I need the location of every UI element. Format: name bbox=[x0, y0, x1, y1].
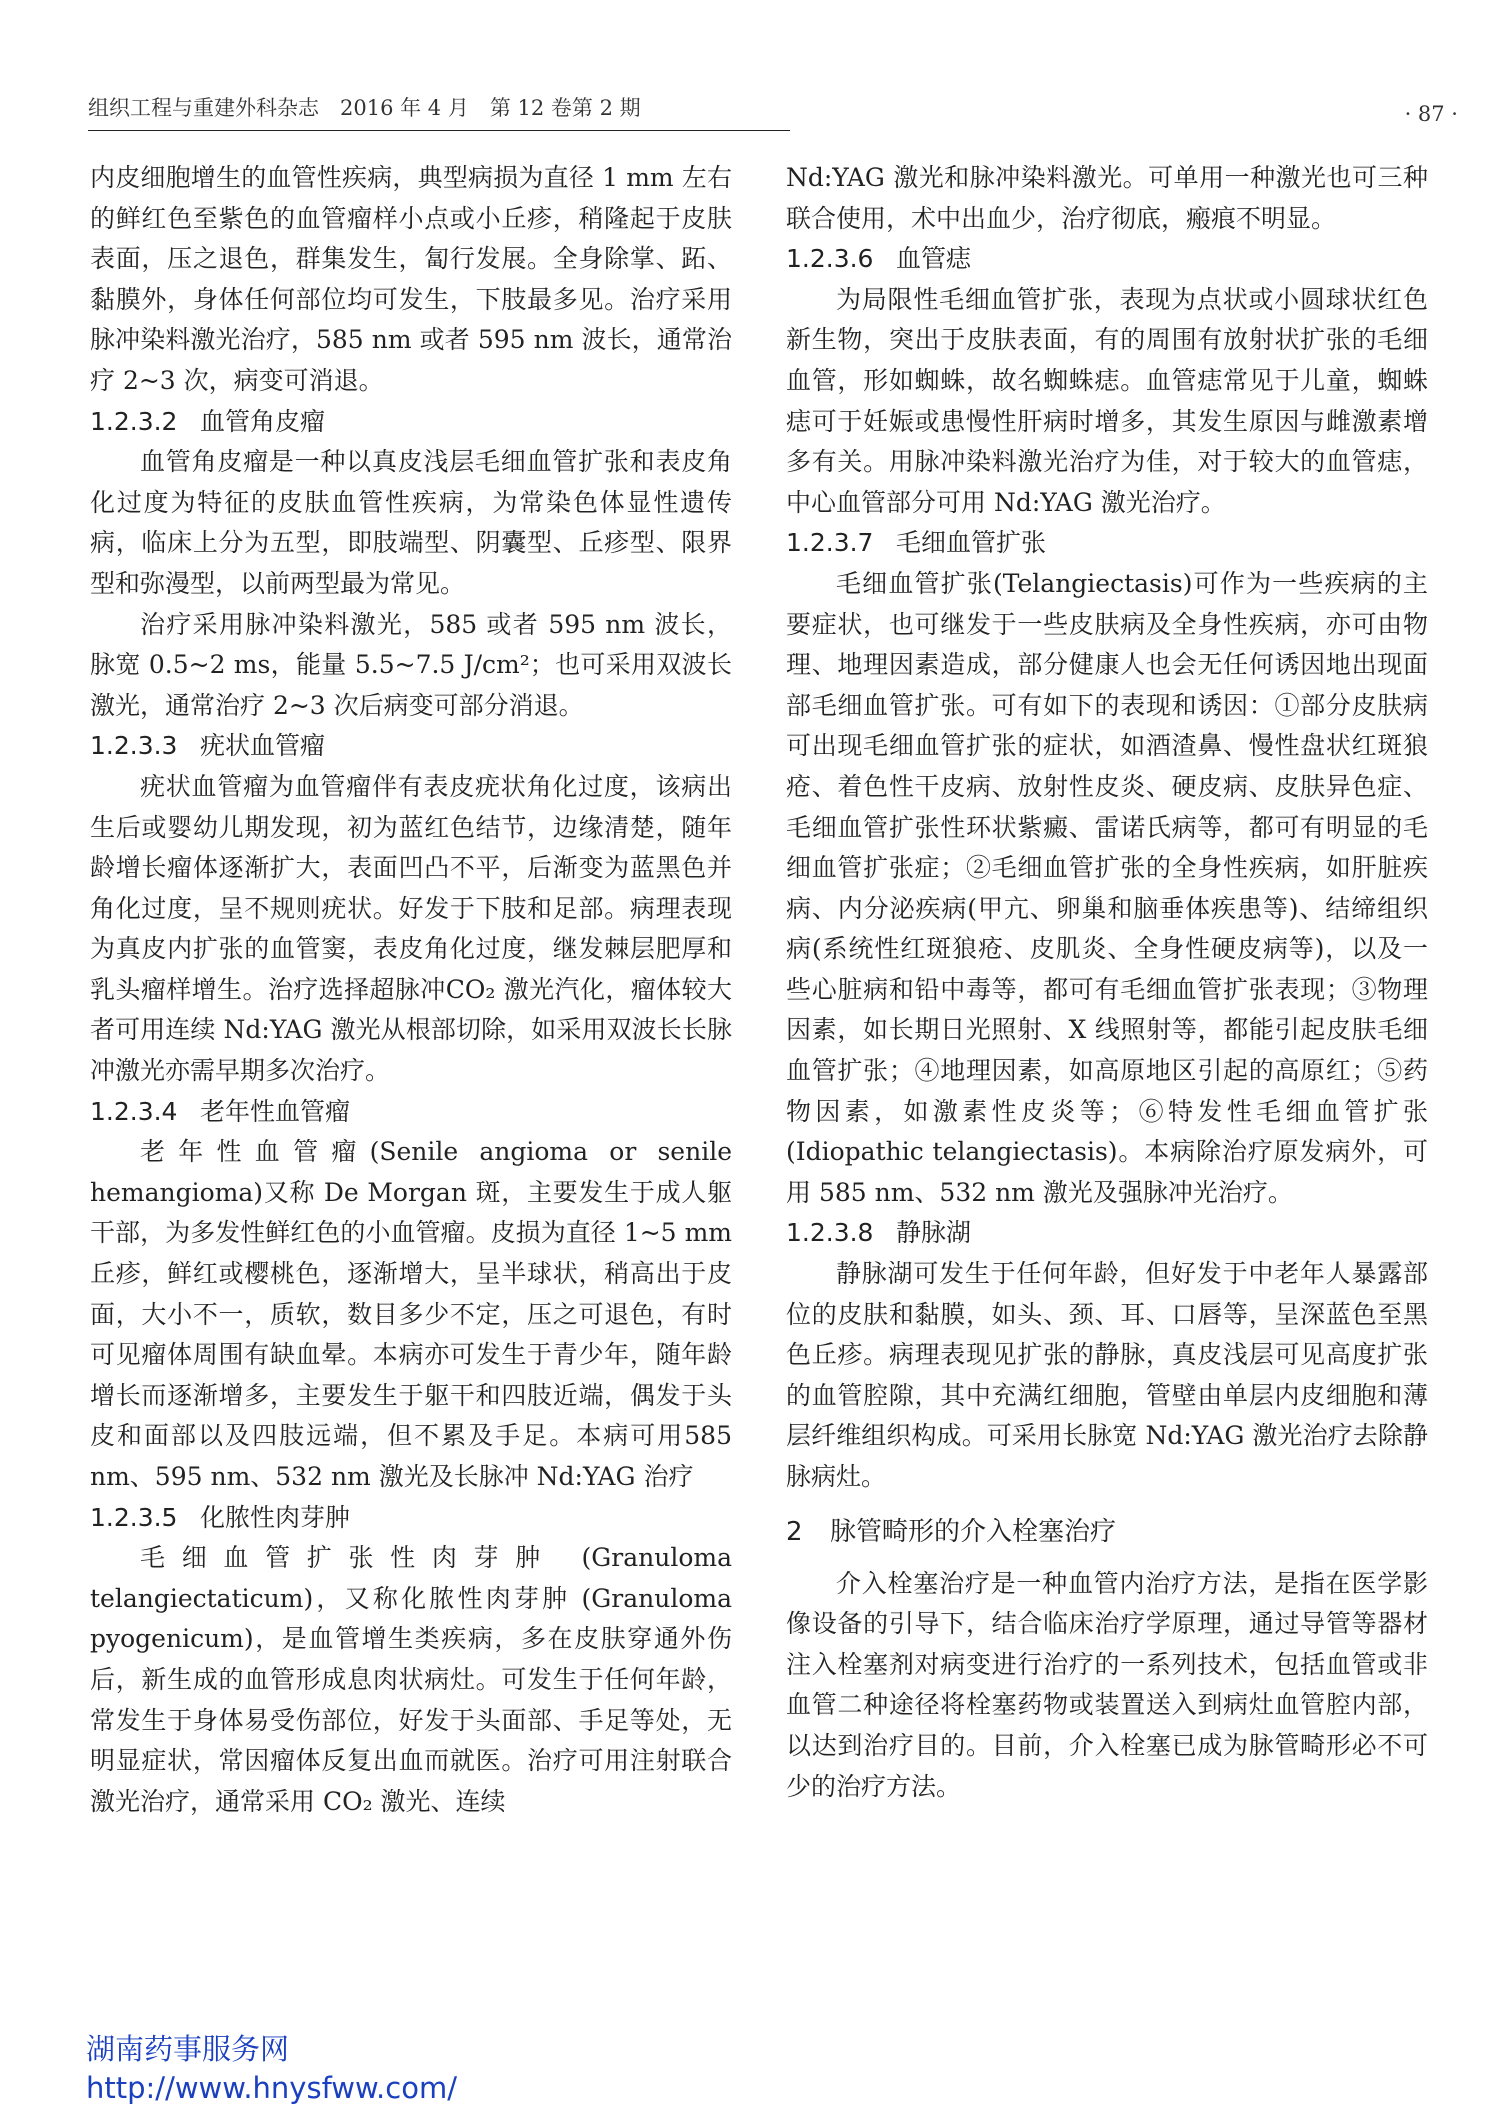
page-number: · 87 · bbox=[1404, 102, 1458, 126]
section-heading bbox=[786, 1512, 1428, 1552]
body-paragraph: Nd:YAG 激光和脉冲染料激光。可单用一种激光也可三种联合使用，术中出血少，治疗彻底，瘢痕不明显。 bbox=[786, 163, 1428, 233]
heading-number: 1.2.3.6 bbox=[786, 244, 874, 274]
subsection-heading bbox=[90, 1092, 732, 1133]
heading-number: 1.2.3.3 bbox=[90, 731, 178, 761]
heading-number: 2 bbox=[786, 1516, 803, 1547]
heading-title: 静脉湖 bbox=[896, 1218, 972, 1248]
watermark bbox=[86, 2030, 457, 2108]
heading-title: 老年性血管瘤 bbox=[200, 1096, 351, 1126]
heading-title: 血管痣 bbox=[896, 244, 972, 274]
journal-citation: 组织工程与重建外科杂志 2016 年 4 月 第 12 卷第 2 期 bbox=[88, 96, 641, 120]
body-paragraph: 介入栓塞治疗是一种血管内治疗方法，是指在医学影像设备的引导下，结合临床治疗学原理，通过导管等器材注入栓塞剂对病变进行治疗的一系列技术，包括血管或非血管二种途径将栓塞药物或装置送入到病灶血管腔内部，以达到治疗目的。目前，介入栓塞已成为脉管畸形必不可少的治疗方法。 bbox=[786, 1568, 1428, 1801]
subsection-heading bbox=[786, 239, 1428, 280]
body-paragraph: 毛细血管扩张(Telangiectasis)可作为一些疾病的主要症状，也可继发于一些皮肤病及全身性疾病，亦可由物理、地理因素造成，部分健康人也会无任何诱因地出现面部毛细血管扩张。可有如下的表现和诱因：①部分皮肤病可出现毛细血管扩张的症状，如酒渣鼻、慢性盘状红斑狼疮、着色性干皮病、放射性皮炎、硬皮病、皮肤异色症、毛细血管扩张性环状紫癜、雷诺氏病等，都可有明显的毛细血管扩张症；②毛细血管扩张的全身性疾病，如肝脏疾病、内分泌疾病(甲亢、卵巢和脑垂体疾患等)、结缔组织病(系统性红斑狼疮、皮肌炎、全身性硬皮病等)，以及一些心脏病和铅中毒等，都可有毛细血管扩张表现；③物理因素，如长期日光照射、X 线照射等，都能引起皮肤毛细血管扩张；④地理因素，如高原地区引起的高原红；⑤药物因素，如激素性皮炎等；⑥特发性毛细血管扩张(Idiopathic telangiectasis)。本病除治疗原发病外，可用 585 nm、532 nm 激光及强脉冲光治疗。 bbox=[786, 568, 1428, 1207]
body-paragraph: 为局限性毛细血管扩张，表现为点状或小圆球状红色新生物，突出于皮肤表面，有的周围有放射状扩张的毛细血管，形如蜘蛛，故名蜘蛛痣。血管痣常见于儿童，蜘蛛痣可于妊娠或患慢性肝病时增多，其发生原因与雌激素增多有关。用脉冲染料激光治疗为佳，对于较大的血管痣，中心血管部分可用 Nd:YAG 激光治疗。 bbox=[786, 284, 1428, 517]
subsection-heading bbox=[786, 1213, 1428, 1254]
body-paragraph: 静脉湖可发生于任何年龄，但好发于中老年人暴露部位的皮肤和黏膜，如头、颈、耳、口唇等，呈深蓝色至黑色丘疹。病理表现见扩张的静脉，真皮浅层可见高度扩张的血管腔隙，其中充满红细胞，管壁由单层内皮细胞和薄层纤维组织构成。可采用长脉宽 Nd:YAG 激光治疗去除静脉病灶。 bbox=[786, 1259, 1428, 1491]
body-paragraph: 治疗采用脉冲染料激光，585 或者 595 nm 波长，脉宽 0.5~2 ms，能量 5.5~7.5 J/cm²；也可采用双波长激光，通常治疗 2~3 次后病变可部分消退。 bbox=[90, 609, 732, 720]
heading-title: 毛细血管扩张 bbox=[896, 528, 1047, 558]
body-paragraph: 老年性血管瘤(Senile angioma or senile hemangioma)又称 De Morgan 斑，主要发生于成人躯干部，为多发性鲜红色的小血管瘤。皮损为直径 1~5 mm 丘疹，鲜红或樱桃色，逐渐增大，呈半球状，稍高出于皮面，大小不一，质软，数目多少不定，压之可退色，有时可见瘤体周围有缺血晕。本病亦可发生于青少年，随年龄增长而逐渐增多，主要发生于躯干和四肢近端，偶发于头皮和面部以及四肢远端，但不累及手足。本病可用585 nm、595 nm、532 nm 激光及长脉冲 Nd:YAG 治疗 bbox=[90, 1137, 732, 1491]
heading-title: 血管角皮瘤 bbox=[200, 406, 326, 436]
heading-number: 1.2.3.2 bbox=[90, 406, 178, 436]
body-paragraph: 毛细血管扩张性肉芽肿 (Granuloma telangiectaticum)，又称化脓性肉芽肿 (Granuloma pyogenicum)，是血管增生类疾病，多在皮肤穿通外伤后，新生成的血管形成息肉状病灶。可发生于任何年龄，常发生于身体易受伤部位，好发于头面部、手足等处，无明显症状，常因瘤体反复出血而就医。治疗可用注射联合激光治疗，通常采用 CO₂ 激光、连续 bbox=[90, 1543, 732, 1816]
right-column bbox=[786, 158, 1428, 1807]
body-paragraph: 血管角皮瘤是一种以真皮浅层毛细血管扩张和表皮角化过度为特征的皮肤血管性疾病，为常染色体显性遗传病，临床上分为五型，即肢端型、阴囊型、丘疹型、限界型和弥漫型，以前两型最为常见。 bbox=[90, 447, 732, 598]
body-paragraph: 疣状血管瘤为血管瘤伴有表皮疣状角化过度，该病出生后或婴幼儿期发现，初为蓝红色结节，边缘清楚，随年龄增长瘤体逐渐扩大，表面凹凸不平，后渐变为蓝黑色并角化过度，呈不规则疣状。好发于下肢和足部。病理表现为真皮内扩张的血管窦，表皮角化过度，继发棘层肥厚和乳头瘤样增生。治疗选择超脉冲CO₂ 激光汽化，瘤体较大者可用连续 Nd:YAG 激光从根部切除，如采用双波长长脉冲激光亦需早期多次治疗。 bbox=[90, 771, 732, 1086]
watermark-url[interactable]: http://www.hnysfww.com/ bbox=[86, 2071, 457, 2105]
heading-title: 化脓性肉芽肿 bbox=[200, 1502, 351, 1532]
heading-number: 1.2.3.4 bbox=[90, 1096, 178, 1126]
watermark-site-name: 湖南药事服务网 bbox=[86, 2032, 290, 2066]
heading-number: 1.2.3.8 bbox=[786, 1218, 874, 1248]
left-column bbox=[90, 158, 732, 1822]
heading-title: 脉管畸形的介入栓塞治疗 bbox=[830, 1516, 1117, 1547]
heading-number: 1.2.3.7 bbox=[786, 528, 874, 558]
heading-title: 疣状血管瘤 bbox=[200, 731, 326, 761]
subsection-heading bbox=[90, 402, 732, 443]
running-header bbox=[88, 86, 1458, 126]
subsection-heading bbox=[786, 523, 1428, 564]
header-rule bbox=[88, 130, 790, 131]
subsection-heading bbox=[90, 726, 732, 767]
heading-number: 1.2.3.5 bbox=[90, 1502, 178, 1532]
subsection-heading bbox=[90, 1498, 732, 1539]
body-paragraph: 内皮细胞增生的血管性疾病，典型病损为直径 1 mm 左右的鲜红色至紫色的血管瘤样小点或小丘疹，稍隆起于皮肤表面，压之退色，群集发生，匐行发展。全身除掌、跖、黏膜外，身体任何部位均可发生，下肢最多见。治疗采用脉冲染料激光治疗，585 nm 或者 595 nm 波长，通常治疗 2~3 次，病变可消退。 bbox=[90, 163, 732, 395]
